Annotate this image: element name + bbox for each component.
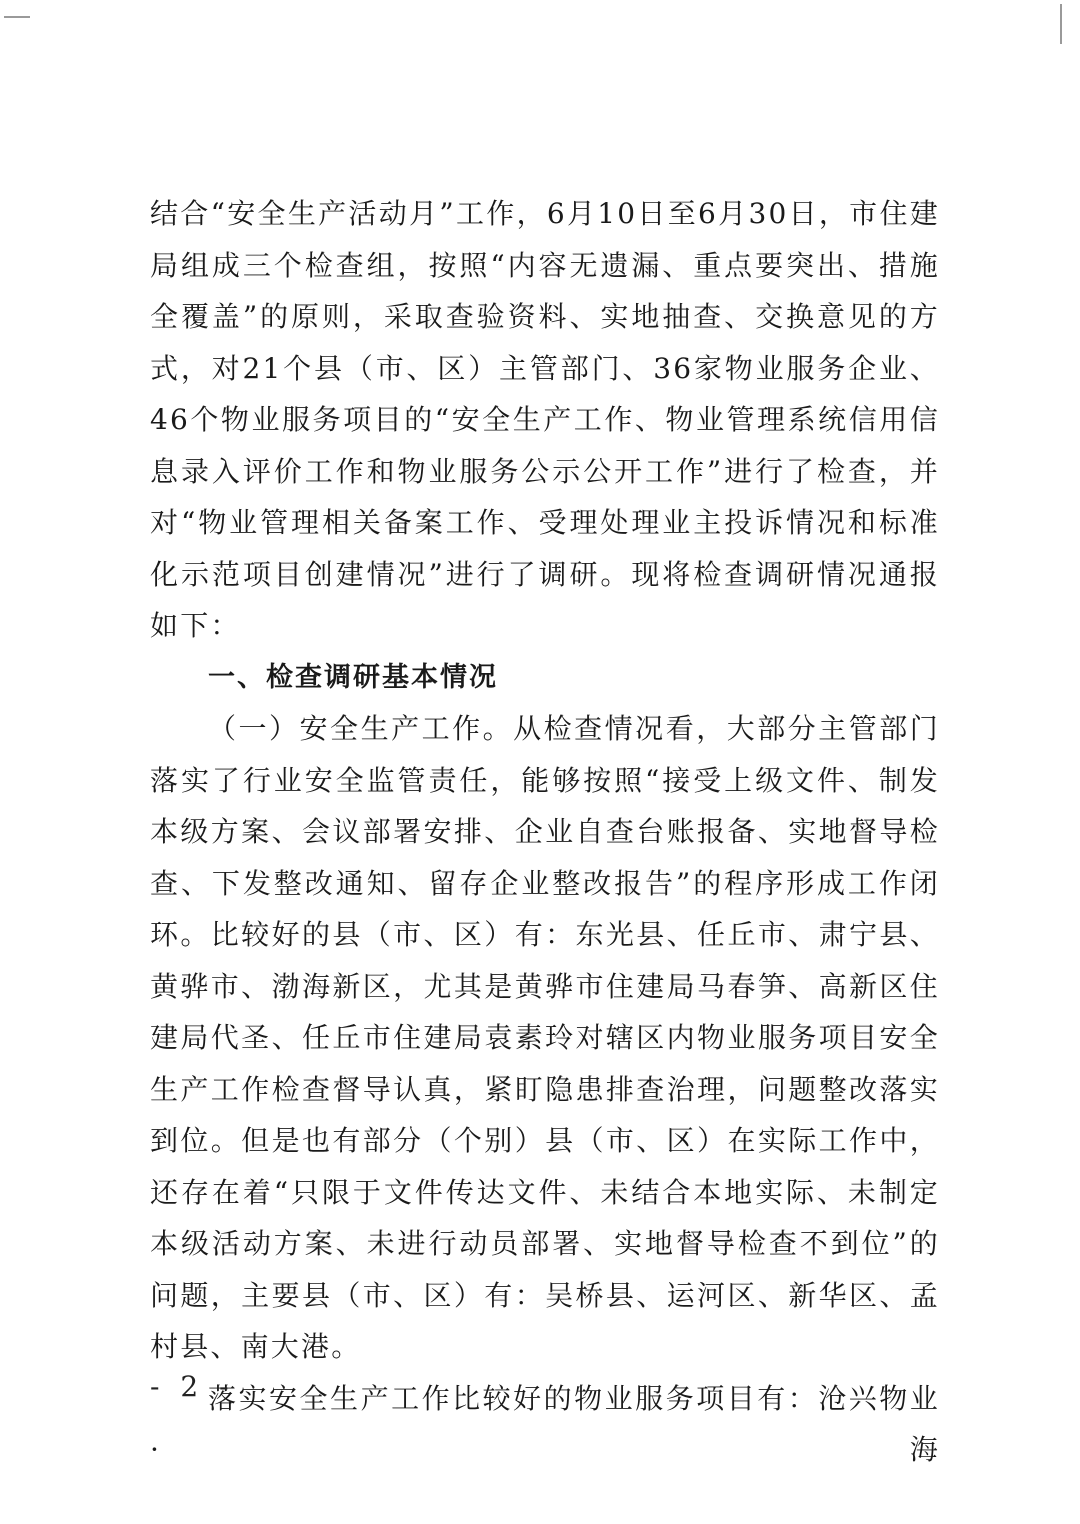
intro-paragraph: 结合“安全生产活动月”工作，6月10日至6月30日，市住建局组成三个检查组，按照“内容无遗漏、重点要突出、措施全覆盖”的原则，采取查验资料、实地抽查、交换意见的方式，对21个县（市、区）主管部门、36家物业服务企业、46个物业服务项目的“安全生产工作、物业管理系统信用信息录入评价工作和物业服务公示公开工作”进行了检查，并对“物业管理相关备案工作、受理处理业主投诉情况和标准化示范项目创建情况”进行了调研。现将检查调研情况通报如下： (150, 197, 940, 642)
scan-edge-mark-left (4, 16, 30, 18)
projects-paragraph: 落实安全生产工作比较好的物业服务项目有：沧兴物业·海 (150, 1381, 940, 1466)
safety-work-paragraph: （一）安全生产工作。从检查情况看，大部分主管部门落实了行业安全监管责任，能够按照“接受上级文件、制发本级方案、会议部署安排、企业自查台账报备、实地督导检查、下发整改通知、留存企业整改报告”的程序形成工作闭环。比较好的县（市、区）有：东光县、任丘市、肃宁县、黄骅市、渤海新区，尤其是黄骅市住建局马春笋、高新区住建局代圣、任丘市住建局袁素玲对辖区内物业服务项目安全生产工作检查督导认真，紧盯隐患排查治理，问题整改落实到位。但是也有部分（个别）县（市、区）在实际工作中，还存在着“只限于文件传达文件、未结合本地实际、未制定本级活动方案、未进行动员部署、实地督导检查不到位”的问题，主要县（市、区）有：吴桥县、运河区、新华区、孟村县、南大港。 (150, 712, 940, 1363)
page-number: - 2 - (150, 1370, 235, 1403)
document-body (150, 188, 940, 1476)
section-heading: 一、检查调研基本情况 (208, 661, 498, 693)
scan-edge-mark-right (1060, 4, 1062, 44)
